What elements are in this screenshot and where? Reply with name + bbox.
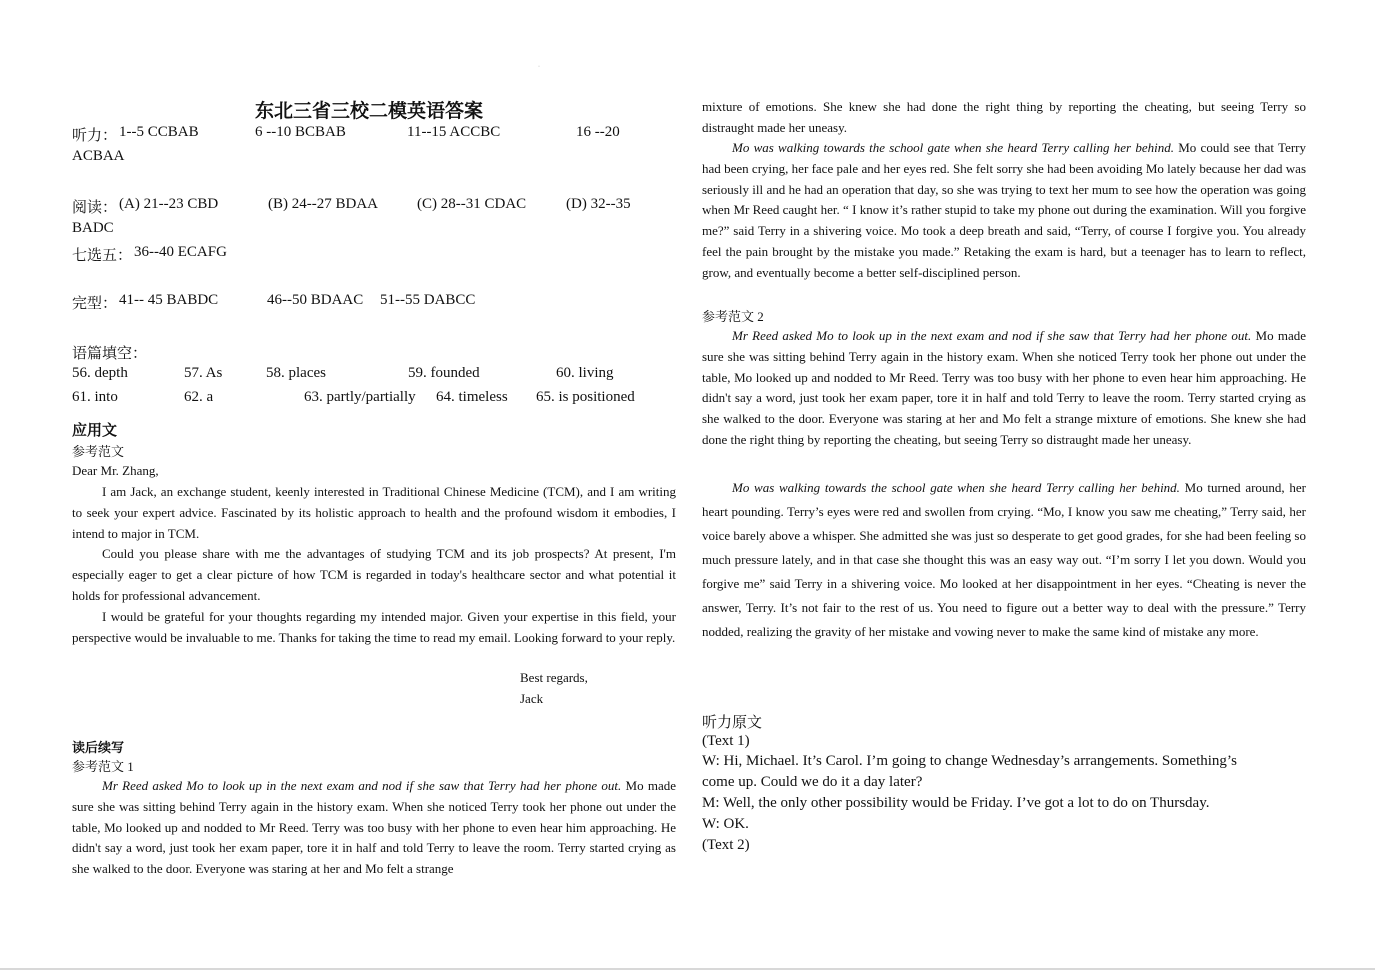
letter-paragraph-3: I would be grateful for your thoughts regarding my intended major. Given your expertise in this field, your perspective would be invaluable to me. Thanks for taking the time to read my email. Looking forward to your reply. <box>72 609 676 645</box>
grammar-item: 56. depth <box>72 365 128 381</box>
grammar-item: 64. timeless <box>436 389 508 405</box>
grammar-item: 57. As <box>184 365 223 381</box>
cloze-c: 51--55 DABCC <box>380 292 476 308</box>
grammar-item: 60. living <box>556 365 614 381</box>
cloze-label: 完型： <box>72 296 118 312</box>
sample-2-label: 参考范文 2 <box>702 309 764 324</box>
sample-1-text-2: Mo could see that Terry had been crying, her face pale and her eyes red. She felt sorry she had been avoiding Mo lately because her dad was seriously ill and he had an operation that day, so she was trying to text her mum to see how the operation was going when Mr Reed caught her. “ I know it’s rather stupid to take my phone out during the examination. Will you forgive me?” said Terry in a shivering voice. Mo took a deep breath and said, “Terry, of course I forgive you. You already feel the pain brought by the mistake you made.” Retaking the exam is hard, but a teenager has to learn to reflect, grow, and eventually become a better self-disciplined person. <box>702 140 1306 280</box>
sample-1-paragraph-2 <box>702 138 1306 284</box>
sample-2-prompt-1: Mr Reed asked Mo to look up in the next exam and nod if she saw that Terry had her phone out. <box>732 328 1252 343</box>
sample-1-paragraph-1-cont: mixture of emotions. She knew she had done the right thing by reporting the cheating, but seeing Terry so distraught made her uneasy. <box>702 99 1306 135</box>
seven-label: 七选五： <box>72 248 133 264</box>
cloze-b: 46--50 BDAAC <box>267 292 364 308</box>
listening-group-1: 1--5 CCBAB <box>119 124 199 140</box>
page-bottom-border <box>0 968 1375 970</box>
reading-c: (C) 28--31 CDAC <box>417 196 527 212</box>
seven-answers: 36--40 ECAFG <box>134 244 227 260</box>
sample-1-prompt-2: Mo was walking towards the school gate when she heard Terry calling her behind. <box>732 140 1174 155</box>
transcript-line: (Text 1) <box>702 733 750 749</box>
sample-2-paragraph-1 <box>702 326 1306 451</box>
grammar-item: 59. founded <box>408 365 480 381</box>
sample-1-text-1: Mo made sure she was sitting behind Terry again in the history exam. When she noticed Terry took her phone out under the table, Mo looked up and nodded to Mr Reed. Terry was too busy with her phone to even hear him approaching. He didn't say a word, just took her exam paper, tore it in half and told Terry to leave the room. Terry started crying as she walked to the door. Everyone was staring at her and Mo felt a strange <box>72 778 676 877</box>
sample-2-paragraph-2 <box>702 476 1306 644</box>
continuation-heading: 读后续写 <box>72 740 125 755</box>
transcript-heading: 听力原文 <box>702 715 763 731</box>
writing-heading: 应用文 <box>72 423 118 439</box>
transcript-line: W: Hi, Michael. It’s Carol. I’m going to change Wednesday’s arrangements. Something’s <box>702 753 1237 769</box>
page-dot: · <box>538 64 540 70</box>
letter-paragraph-2: Could you please share with me the advantages of studying TCM and its job prospects? At present, I'm especially eager to get a clear picture of how TCM is regarded in today's healthcare sector and what potential it holds for professional advancement. <box>72 546 676 603</box>
sample-1-prompt-1: Mr Reed asked Mo to look up in the next exam and nod if she saw that Terry had her phone out. <box>102 778 622 793</box>
letter-signature: Jack <box>520 691 544 706</box>
cloze-a: 41-- 45 BABDC <box>119 292 219 308</box>
sample-1-paragraph-1 <box>72 776 676 880</box>
grammar-label: 语篇填空： <box>72 346 148 362</box>
sample-1-label: 参考范文 1 <box>72 759 134 774</box>
grammar-item: 61. into <box>72 389 118 405</box>
listening-group-3: 11--15 ACCBC <box>407 124 501 140</box>
listening-label: 听力： <box>72 128 118 144</box>
sample-2-text-1: Mo made sure she was sitting behind Terry again in the history exam. When she noticed Terry took her phone out under the table, Mo looked up and nodded to Mr Reed. Terry was too busy with her phone to even hear him approaching. He didn't say a word, just took her exam paper, tore it in half and told Terry to leave the room. Terry started crying as she walked to the door. Everyone was staring at her and Mo felt a strange mixture of emotions. She knew she had done the right thing by reporting the cheating, but seeing Terry so distraught made her uneasy. <box>702 328 1306 447</box>
letter-paragraph-1: I am Jack, an exchange student, keenly interested in Traditional Chinese Medicine (TCM), and I am writing to seek your expert advice. Fascinated by its holistic approach to health and the profound wisdom it embodies, I intend to major in TCM. <box>72 484 676 541</box>
writing-sample-label: 参考范文 <box>72 444 125 459</box>
reading-b: (B) 24--27 BDAA <box>268 196 378 212</box>
letter-greeting: Dear Mr. Zhang, <box>72 463 159 478</box>
grammar-item: 62. a <box>184 389 214 405</box>
grammar-item: 63. partly/partially <box>304 389 416 405</box>
sample-2-prompt-2: Mo was walking towards the school gate when she heard Terry calling her behind. <box>732 480 1180 495</box>
reading-d: (D) 32--35 <box>566 196 631 212</box>
listening-group-2: 6 --10 BCBAB <box>255 124 346 140</box>
page-title: 东北三省三校二模英语答案 <box>255 101 484 122</box>
reading-label: 阅读： <box>72 200 118 216</box>
transcript-line: M: Well, the only other possibility would be Friday. I’ve got a lot to do on Thursday. <box>702 795 1210 811</box>
reading-a: (A) 21--23 CBD <box>119 196 219 212</box>
reading-d-cont: BADC <box>72 220 114 236</box>
grammar-item: 58. places <box>266 365 326 381</box>
transcript-line: come up. Could we do it a day later? <box>702 774 923 790</box>
transcript-line: W: OK. <box>702 816 749 832</box>
listening-group-4-cont: ACBAA <box>72 148 125 164</box>
grammar-item: 65. is positioned <box>536 389 635 405</box>
sample-2-text-2: Mo turned around, her heart pounding. Terry’s eyes were red and swollen from crying. “Mo, I know you saw me cheating,” Terry said, her voice barely above a whisper. She admitted she was just so desperate to get good grades, for she had been feeling so much pressure lately, and in that case she thought this was an easy way out. “I’m sorry I let you down. Would you forgive me” said Terry in a shivering voice. Mo looked at her disappointment in her eyes. “Cheating is never the answer, Terry. It’s not fair to the rest of us. You need to figure out a better way to deal with the pressure.” Terry nodded, realizing the gravity of her mistake and vowing never to make the same kind of mistake any more. <box>702 480 1306 639</box>
letter-closing: Best regards, <box>520 670 588 685</box>
listening-group-4: 16 --20 <box>576 124 620 140</box>
transcript-line: (Text 2) <box>702 837 750 853</box>
